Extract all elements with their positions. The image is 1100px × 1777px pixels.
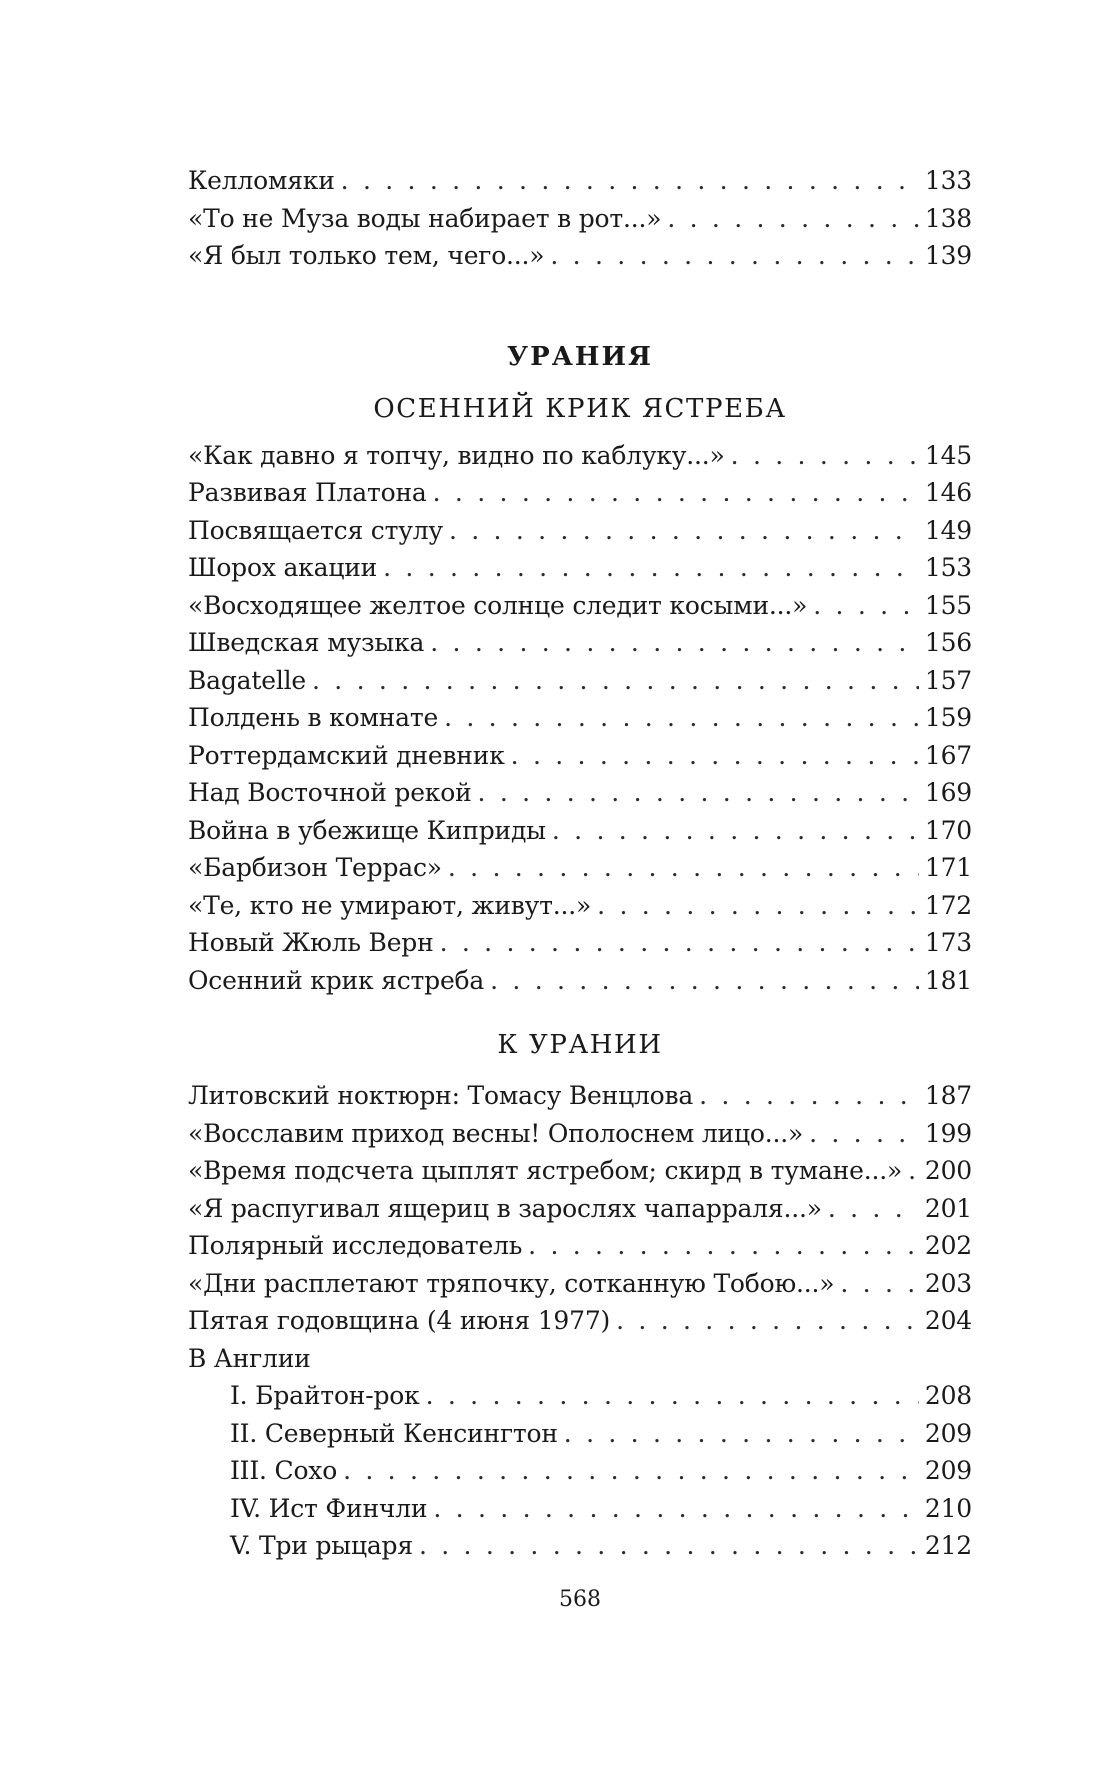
toc-entry-page: 155 [924, 590, 972, 620]
dot-leader [419, 1527, 919, 1565]
toc-entry[interactable] [188, 512, 972, 550]
part-title: ОСЕННИЙ КРИК ЯСТРЕБА [373, 393, 787, 424]
toc-entry-title: «Время подсчета цыплят ястребом; скирд в тумане...» [188, 1156, 903, 1185]
part-title: К УРАНИИ [497, 1030, 663, 1060]
toc-entry-page: 209 [924, 1456, 972, 1485]
dot-leader [552, 812, 919, 850]
toc-entry-page: 200 [924, 1156, 972, 1185]
toc-entry-page: 203 [924, 1268, 972, 1298]
toc-entry-page: 149 [924, 515, 972, 545]
toc-entry[interactable] [188, 1115, 972, 1153]
toc-entry-title: «Дни расплетают тряпочку, сотканную Тобою...» [188, 1268, 835, 1298]
toc-entry-title: Развивая Платона [188, 478, 427, 507]
toc-entry-title: Роттердамский дневник [188, 740, 505, 770]
toc-entry-page: 181 [924, 965, 972, 995]
dot-leader [433, 1490, 918, 1528]
toc-entry-title: Новый Жюль Верн [188, 928, 434, 957]
toc-entry-page: 172 [924, 890, 972, 920]
dot-leader [813, 587, 919, 625]
toc-entry-title: Посвящается стулу [188, 515, 443, 545]
dot-leader [597, 887, 919, 925]
toc-entry-title: II. Северный Кенсингтон [230, 1418, 558, 1448]
toc-group-heading[interactable] [188, 1340, 972, 1378]
toc-entry[interactable] [188, 162, 972, 200]
dot-leader [511, 737, 919, 775]
toc-entry-title: Пятая годовщина (4 июня 1977) [188, 1306, 611, 1335]
toc-entry-page: 145 [924, 440, 972, 470]
dot-leader [383, 549, 919, 587]
toc-entry[interactable] [188, 812, 972, 850]
toc-entry-title: Bagatelle [188, 665, 307, 695]
dot-leader [341, 162, 919, 200]
dot-leader [490, 962, 919, 1000]
dot-leader [616, 1302, 919, 1340]
toc-entry-page: 199 [924, 1118, 972, 1148]
toc-entry-page: 153 [924, 553, 972, 582]
toc-entry[interactable] [188, 1190, 972, 1228]
dot-leader [667, 200, 919, 238]
toc-entry-title: III. Сохо [230, 1456, 338, 1485]
toc-entry-title: Полярный исследователь [188, 1231, 523, 1260]
section-title: УРАНИЯ [507, 341, 653, 372]
toc-subentry[interactable] [188, 1490, 972, 1528]
dot-leader [731, 437, 919, 475]
toc-subentry[interactable] [188, 1377, 972, 1415]
toc-entry-title: Шведская музыка [188, 628, 425, 657]
toc-entry-title: I. Брайтон-рок [230, 1381, 420, 1410]
toc-entry[interactable] [188, 774, 972, 812]
toc-entry[interactable] [188, 849, 972, 887]
toc-entry-title: «Восходящее желтое солнце следит косыми...» [188, 590, 808, 620]
toc-entry-title: «Барбизон Террас» [188, 853, 442, 882]
toc-entry[interactable] [188, 474, 972, 512]
toc-entry-page: 170 [924, 815, 972, 845]
toc-entry-page: 202 [924, 1231, 972, 1260]
toc-subentry[interactable] [188, 1452, 972, 1490]
toc-entry-title: Над Восточной рекой [188, 778, 472, 807]
toc-entry[interactable] [188, 662, 972, 700]
toc-entry-page: 139 [924, 241, 972, 270]
toc-entry-page: 210 [924, 1493, 972, 1523]
toc-subentry[interactable] [188, 1527, 972, 1565]
toc-entry[interactable] [188, 1302, 972, 1340]
toc-entry-title: «Те, кто не умирают, живут...» [188, 890, 592, 920]
toc-entry[interactable] [188, 587, 972, 625]
toc-entry-page: 159 [924, 703, 972, 732]
dot-leader [440, 924, 919, 962]
page-number: 568 [559, 1587, 601, 1612]
toc-entry-title: Война в убежище Киприды [188, 815, 546, 845]
dot-leader [840, 1265, 918, 1303]
toc-entry[interactable] [188, 962, 972, 1000]
toc-entry-page: 212 [924, 1531, 972, 1560]
toc-entry-page: 133 [924, 166, 972, 195]
dot-leader [444, 699, 919, 737]
dot-leader [430, 624, 919, 662]
toc-entry-title: «Я был только тем, чего...» [188, 241, 545, 270]
toc-entry-title: «То не Муза воды набирает в рот...» [188, 203, 662, 233]
toc-entry-page: 169 [924, 778, 972, 807]
toc-entry[interactable] [188, 924, 972, 962]
dot-leader [312, 662, 919, 700]
dot-leader [564, 1415, 919, 1453]
dot-leader [478, 774, 919, 812]
toc-entry-page: 208 [924, 1381, 972, 1410]
toc-entry-page: 204 [924, 1306, 972, 1335]
toc-entry-title: Келломяки [188, 166, 335, 195]
dot-leader [448, 849, 919, 887]
toc-entry[interactable] [188, 699, 972, 737]
dot-leader [809, 1115, 919, 1153]
dot-leader [828, 1190, 919, 1228]
dot-leader [528, 1227, 919, 1265]
toc-entry[interactable] [188, 1152, 972, 1190]
toc-entry-title: V. Три рыцаря [230, 1531, 413, 1560]
toc-entry-title: «Восславим приход весны! Ополоснем лицо...» [188, 1118, 804, 1148]
toc-entry-page: 157 [924, 665, 972, 695]
toc-entry[interactable] [188, 1077, 972, 1115]
toc-entry[interactable] [188, 237, 972, 275]
toc-entry-page: 138 [924, 203, 972, 233]
toc-entry[interactable] [188, 1265, 972, 1303]
toc-group-title: В Англии [188, 1343, 311, 1373]
dot-leader [550, 237, 918, 275]
toc-entry-page: 209 [924, 1418, 972, 1448]
toc-entry-title: Шорох акации [188, 553, 378, 582]
toc-entry[interactable] [188, 887, 972, 925]
toc-entry-title: «Я распугивал ящериц в зарослях чапарраля...» [188, 1193, 822, 1223]
toc-entry[interactable] [188, 200, 972, 238]
dot-leader [449, 512, 919, 550]
toc-entry-title: IV. Ист Финчли [230, 1493, 428, 1523]
toc-entry-page: 146 [924, 478, 972, 507]
toc-entry-page: 156 [924, 628, 972, 657]
toc-subentry[interactable] [188, 1415, 972, 1453]
toc-entry[interactable] [188, 624, 972, 662]
toc-entry-title: «Как давно я топчу, видно по каблуку...» [188, 440, 725, 470]
toc-entry[interactable] [188, 437, 972, 475]
toc-entry-page: 171 [924, 853, 972, 882]
toc-entry-title: Осенний крик ястреба [188, 965, 485, 995]
dot-leader [433, 474, 919, 512]
toc-entry-page: 187 [924, 1081, 972, 1110]
toc-entry[interactable] [188, 737, 972, 775]
toc-entry-page: 201 [924, 1193, 972, 1223]
table-of-contents [188, 162, 972, 1565]
toc-entry-page: 173 [924, 928, 972, 957]
dot-leader [343, 1452, 919, 1490]
dot-leader [426, 1377, 919, 1415]
toc-entry[interactable] [188, 1227, 972, 1265]
toc-entry-page: 167 [924, 740, 972, 770]
toc-entry-title: Литовский ноктюрн: Томасу Венцлова [188, 1081, 694, 1110]
toc-entry-title: Полдень в комнате [188, 703, 439, 732]
dot-leader [699, 1077, 919, 1115]
dot-leader [908, 1152, 919, 1190]
toc-entry[interactable] [188, 549, 972, 587]
